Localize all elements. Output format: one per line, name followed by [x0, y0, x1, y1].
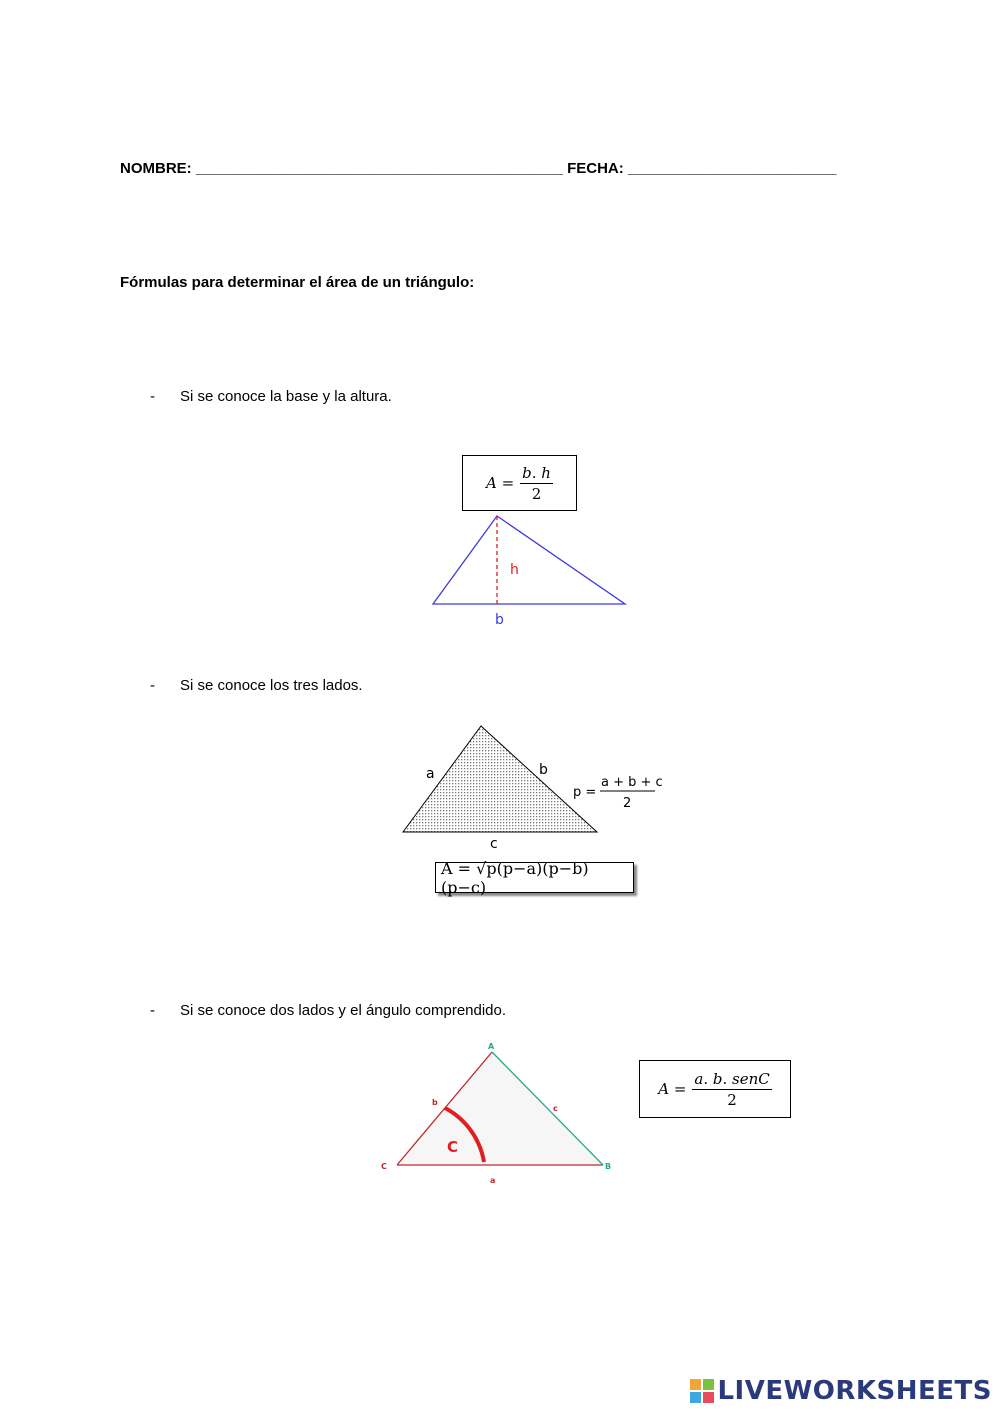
bullet-two-sides-angle — [150, 1002, 506, 1019]
vertex-a-label: A — [488, 1042, 495, 1051]
formula-box-base-height — [462, 455, 577, 511]
logo-tile-e — [703, 1392, 714, 1403]
side-c-label: c — [553, 1104, 558, 1113]
logo-tile-i — [703, 1379, 714, 1390]
liveworksheets-logo — [690, 1376, 992, 1406]
bullet-dash: - — [150, 1002, 155, 1019]
formula-denominator: 2 — [727, 1090, 737, 1109]
bullet-text: Si se conoce los tres lados. — [180, 677, 363, 694]
side-a-label: a — [426, 766, 435, 782]
vertex-c-label: C — [381, 1162, 387, 1171]
name-label: NOMBRE: — [120, 160, 192, 177]
formula-numerator: b. h — [522, 463, 551, 482]
triangle-base-height-figure — [420, 510, 640, 630]
p-lhs: p = — [573, 785, 597, 800]
logo-mark-icon — [690, 1379, 714, 1403]
formula-numerator: a. b. senC — [694, 1069, 770, 1088]
date-label: FECHA: — [567, 160, 624, 177]
base-label: b — [495, 612, 504, 628]
logo-text: LIVEWORKSHEETS — [717, 1376, 992, 1406]
bullet-dash: - — [150, 388, 155, 405]
triangle-fill — [397, 1052, 603, 1165]
p-numerator: a + b + c — [601, 775, 663, 790]
date-input-line[interactable]: _________________________ — [627, 160, 837, 177]
page-title: Fórmulas para determinar el área de un triángulo: — [120, 274, 475, 291]
bullet-text: Si se conoce la base y la altura. — [180, 388, 392, 405]
triangle-two-sides-figure — [375, 1038, 620, 1188]
vertex-b-label: B — [605, 1162, 612, 1171]
side-c-label: c — [490, 836, 498, 852]
formula-lhs: A = — [658, 1080, 687, 1098]
header-line — [120, 160, 836, 177]
heron-formula: A = √p(p−a)(p−b)(p−c) — [441, 858, 589, 897]
triangle-outline — [433, 516, 625, 604]
heron-formula-box — [435, 858, 634, 897]
name-input-line[interactable]: ____________________________________________ — [195, 160, 563, 177]
triangle-three-sides-figure — [395, 720, 665, 855]
formula-box-two-sides — [639, 1060, 791, 1118]
logo-tile-l — [690, 1379, 701, 1390]
bullet-text: Si se conoce dos lados y el ángulo comprendido. — [180, 1002, 507, 1019]
formula-fraction — [520, 464, 553, 503]
height-label: h — [510, 562, 519, 578]
formula-lhs: A = — [486, 474, 515, 492]
p-denominator: 2 — [623, 796, 632, 811]
bullet-three-sides — [150, 677, 363, 694]
formula-denominator: 2 — [531, 484, 542, 503]
formula-fraction — [692, 1070, 771, 1109]
bullet-base-height — [150, 388, 392, 405]
bullet-dash: - — [150, 677, 155, 694]
side-b-label: b — [539, 762, 548, 778]
side-a-label: a — [490, 1176, 496, 1185]
side-b-label: b — [432, 1098, 438, 1107]
logo-tile-v — [690, 1392, 701, 1403]
angle-label: C — [447, 1138, 459, 1156]
